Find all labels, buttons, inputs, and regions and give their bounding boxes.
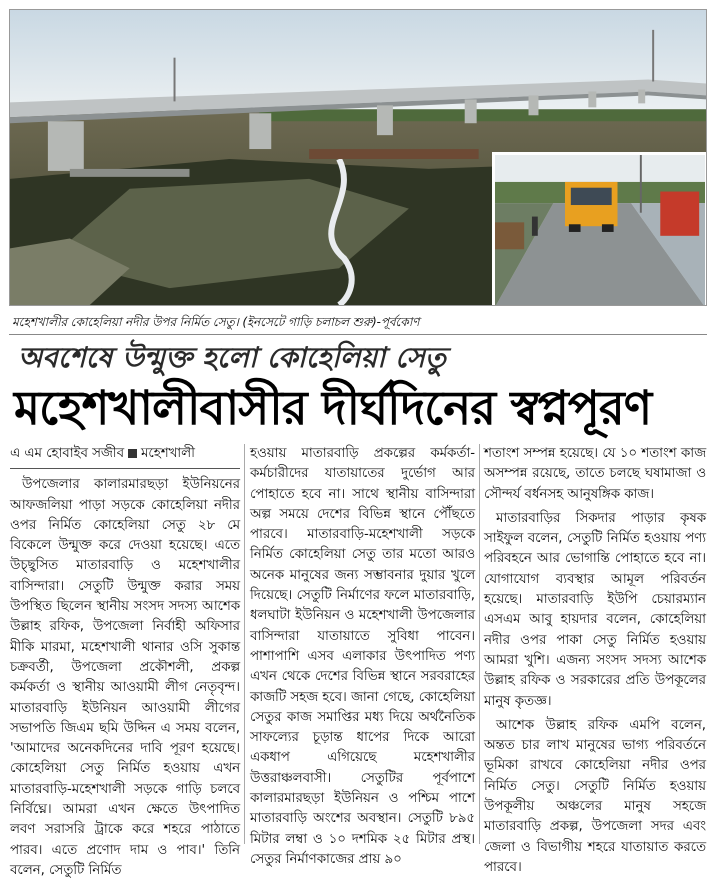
paragraph: হওয়ায় মাতারবাড়ি প্রকল্পের কর্মকর্তা-কর্মচারীদের যাতায়াতের দুর্ভোগ আর পোহাতে হবে না। সাথে স্থানীয় বাসিন্দারা অল্প সময়ে দেশের বিভিন্ন স্থানে পৌঁছতে পারবে। মাতারবাড়ি-মহেশখালী সড়কে নির্মিত কোহেলিয়া সেতু তার মতো আরও অনেক মানুষের জন্য সম্ভাবনার দুয়ার খুলে দিয়েছে। সেতুটি নির্মাণের ফলে মাতারবাড়ি, ধলঘাটা ইউনিয়ন ও মহেশখালী উপজেলার বাসিন্দারা যাতায়াতে সুবিধা পাবেন। পাশাপাশি এসব এলাকার উৎপাদিত পণ্য এখন থেকে দেশের বিভিন্ন স্থানে সরবরাহের কাজটি সহজ হবে। জানা গেছে, কোহেলিয়া সেতুর কাজ সমাপ্তির মধ্য দিয়ে অর্থনৈতিক সাফল্যের চূড়ান্ত ধাপের দিকে আরো একধাপ এগিয়েছে মহেশখালীর উত্তরাঞ্চলবাসী। সেতুটির পূর্বপাশে কালারমারছড়া ইউনিয়ন ও পশ্চিম পাশে মাতারবাড়ি অংশের অবস্থান। সেতুটি ৮৯৫ মিটার লম্বা ও ১০ দশমিক ২৫ মিটার প্রস্থ। সেতুর নির্মাণকাজের প্রায় ৯০ bbox=[250, 446, 475, 867]
paragraph: আশেক উল্লাহ রফিক এমপি বলেন, অন্তত চার লাখ মানুষের ভাগ্য পরিবর্তনে ভূমিকা রাখবে কোহেলিয়া নদীর ওপর নির্মিত সেতু। সেতুটি নির্মিত হওয়ায় উপকূলীয় অঞ্চলের মানুষ সহজে মাতারবাড়ি প্রকল্প, উপজেলা সদর এবং জেলা ও বিভাগীয় শহরে যাতায়াত করতে পারবে। bbox=[484, 717, 706, 875]
main-headline: মহেশখালীবাসীর দীর্ঘদিনের স্বপ্নপূরণ bbox=[14, 381, 652, 436]
truck-on-road-photo bbox=[492, 152, 707, 306]
square-bullet-icon bbox=[128, 449, 137, 458]
paragraph: উপজেলার কালারমারছড়া ইউনিয়নের আফজলিয়া পাড়া সড়কে কোহেলিয়া নদীর ওপর নির্মিত কোহেলিয়া সেতু ২৮ মে বিকেলে উন্মুক্ত করে দেওয়া হয়েছে। এতে উচ্ছ্বসিত মাতারবাড়ি ও মহেশখালীর বাসিন্দারা। সেতুটি উন্মুক্ত করার সময় উপস্থিত ছিলেন স্থানীয় সংসদ সদস্য আশেক উল্লাহ রফিক, উপজেলা নির্বাহী অফিসার মীকি মারমা, মহেশখালী থানার ওসি সুকান্ত চক্রবর্তী, উপজেলা প্রকৌশলী, প্রকল্প কর্মকর্তা ও স্থানীয় আওয়ামী লীগ নেতৃবৃন্দ। মাতারবাড়ি ইউনিয়ন আওয়ামী লীগের সভাপতি জিএম ছমি উদ্দিন এ সময় বলেন, 'আমাদের অনেকদিনের দাবি পূরণ হয়েছে। কোহেলিয়া সেতু নির্মিত হওয়ায় এখন মাতারবাড়ি-মহেশখালী সড়কে গাড়ি চলবে নির্বিঘ্নে। আমরা এখন ক্ষেতে উৎপাদিত লবণ সরাসরি ট্রাকে করে শহরে পাঠাতে পারব। এতে প্রণোদ দাম ও পাব।' তিনি বলেন, সেতুটি নির্মিত bbox=[10, 477, 240, 878]
photo-caption: মহেশখালীর কোহেলিয়া নদীর উপর নির্মিত সেতু। (ইনসেটে গাড়ি চলাচল শুরু)-পূর্বকোণ bbox=[12, 315, 420, 329]
column-divider bbox=[479, 444, 480, 844]
paragraph: শতাংশ সম্পন্ন হয়েছে। যে ১০ শতাংশ কাজ অসম্পন্ন রয়েছে, তাতে চলছে ঘষামাজা ও সৌন্দর্য বর্ধনসহ আনুষঙ্গিক কাজ। bbox=[484, 446, 706, 502]
article-column-1 bbox=[10, 444, 240, 881]
byline bbox=[10, 444, 240, 469]
news-photo bbox=[9, 9, 707, 306]
byline-location: মহেশখালী bbox=[141, 446, 195, 461]
caption-divider bbox=[9, 334, 707, 335]
article-column-2 bbox=[250, 444, 475, 870]
byline-author: এ এম হোবাইব সজীব bbox=[10, 446, 124, 461]
paragraph: মাতারবাড়ির সিকদার পাড়ার কৃষক সাইফুল বলেন, সেতুটি নির্মিত হওয়ায় পণ্য পরিবহনে আর ভোগান্তি পোহাতে হবে না। যোগাযোগ ব্যবস্থার আমূল পরিবর্তন হয়েছে। মাতারবাড়ি ইউপি চেয়ারম্যান এসএম আবু হায়দার বলেন, কোহেলিয়া নদীর ওপর পাকা সেতু নির্মিত হওয়ায় আমরা খুশি। এজন্য সংসদ সদস্য আশেক উল্লাহ রফিক ও সরকারের প্রতি উপকূলের মানুষ কৃতজ্ঞ। bbox=[484, 510, 706, 709]
article-column-3 bbox=[484, 444, 706, 878]
column-divider bbox=[244, 444, 245, 844]
sub-headline: অবশেষে উন্মুক্ত হলো কোহেলিয়া সেতু bbox=[18, 341, 446, 374]
